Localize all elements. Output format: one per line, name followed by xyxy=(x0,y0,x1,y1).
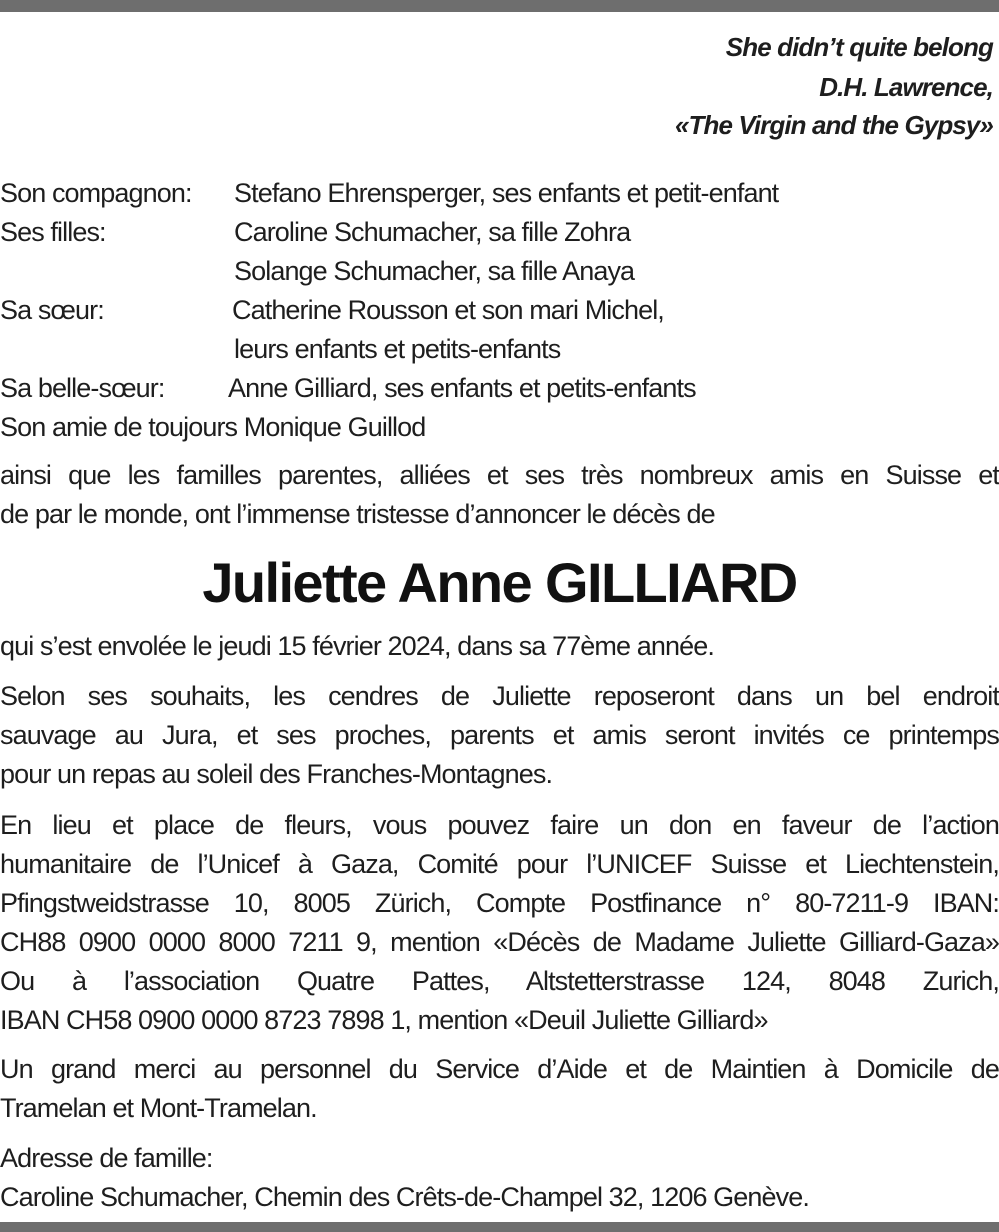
family-row xyxy=(0,408,999,447)
family-relation: Ses filles: xyxy=(0,217,106,247)
thanks-paragraph xyxy=(0,1050,999,1128)
text-line: sauvage au Jura, et ses proches, parents et amis seront invités ce printemps xyxy=(0,720,999,750)
family-friend: Son amie de toujours Monique Guillod xyxy=(0,412,426,442)
text-line: CH88 0900 0000 8000 7211 9, mention «Décès de Madame Juliette Gilliard-Gaza» xyxy=(0,927,999,957)
family-row xyxy=(0,213,999,252)
family-relation: Sa sœur: xyxy=(0,295,104,325)
text-line: En lieu et place de fleurs, vous pouvez faire un don en faveur de l’action xyxy=(0,810,999,840)
announcement-paragraph xyxy=(0,456,999,534)
date-line: qui s’est envolée le jeudi 15 février 2024, dans sa 77ème année. xyxy=(0,631,714,661)
family-address: Caroline Schumacher, Chemin des Crêts-de-Champel 32, 1206 Genève. xyxy=(0,1182,809,1212)
text-line: humanitaire de l’Unicef à Gaza, Comité pour l’UNICEF Suisse et Liechtenstein, xyxy=(0,849,999,879)
address-label: Adresse de famille: xyxy=(0,1143,213,1173)
family-list xyxy=(0,174,999,447)
wishes-paragraph xyxy=(0,677,999,794)
family-row xyxy=(0,291,999,330)
text-line: Un grand merci au personnel du Service d’Aide et de Maintien à Domicile de xyxy=(0,1054,999,1084)
text-line: pour un repas au soleil des Franches-Montagnes. xyxy=(0,759,553,789)
family-row xyxy=(0,369,999,408)
text-line: Tramelan et Mont-Tramelan. xyxy=(0,1093,317,1123)
text-line: Ou à l’association Quatre Pattes, Altstetterstrasse 124, 8048 Zurich, xyxy=(0,966,999,996)
text-line: Selon ses souhaits, les cendres de Juliette reposeront dans un bel endroit xyxy=(0,681,999,711)
donation-paragraph xyxy=(0,806,999,1040)
epigraph-quote: She didn’t quite belong xyxy=(725,32,993,62)
family-members: Solange Schumacher, sa fille Anaya xyxy=(234,256,635,286)
family-row xyxy=(0,252,999,291)
text-line: de par le monde, ont l’immense tristesse d’annoncer le décès de xyxy=(0,499,715,529)
deceased-name: Juliette Anne GILLIARD xyxy=(202,551,797,614)
family-members: Catherine Rousson et son mari Michel, xyxy=(232,295,664,325)
family-members: Caroline Schumacher, sa fille Zohra xyxy=(234,217,631,247)
family-members: Stefano Ehrensperger, ses enfants et petit-enfant xyxy=(234,178,779,208)
family-row xyxy=(0,330,999,369)
epigraph xyxy=(675,26,993,144)
family-members: Anne Gilliard, ses enfants et petits-enfants xyxy=(228,373,696,403)
text-line: IBAN CH58 0900 0000 8723 7898 1, mention «Deuil Juliette Gilliard» xyxy=(0,1005,768,1035)
top-divider xyxy=(0,0,999,12)
bottom-divider xyxy=(0,1222,999,1232)
family-row xyxy=(0,174,999,213)
family-relation: Sa belle-sœur: xyxy=(0,373,165,403)
text-line: ainsi que les familles parentes, alliées et ses très nombreux amis en Suisse et xyxy=(0,460,999,490)
epigraph-author: D.H. Lawrence, xyxy=(819,72,993,102)
family-relation: Son compagnon: xyxy=(0,178,192,208)
text-line: Pfingstweidstrasse 10, 8005 Zürich, Compte Postfinance n° 80-7211-9 IBAN: xyxy=(0,888,999,918)
family-members: leurs enfants et petits-enfants xyxy=(234,334,561,364)
epigraph-work: «The Virgin and the Gypsy» xyxy=(674,110,993,140)
